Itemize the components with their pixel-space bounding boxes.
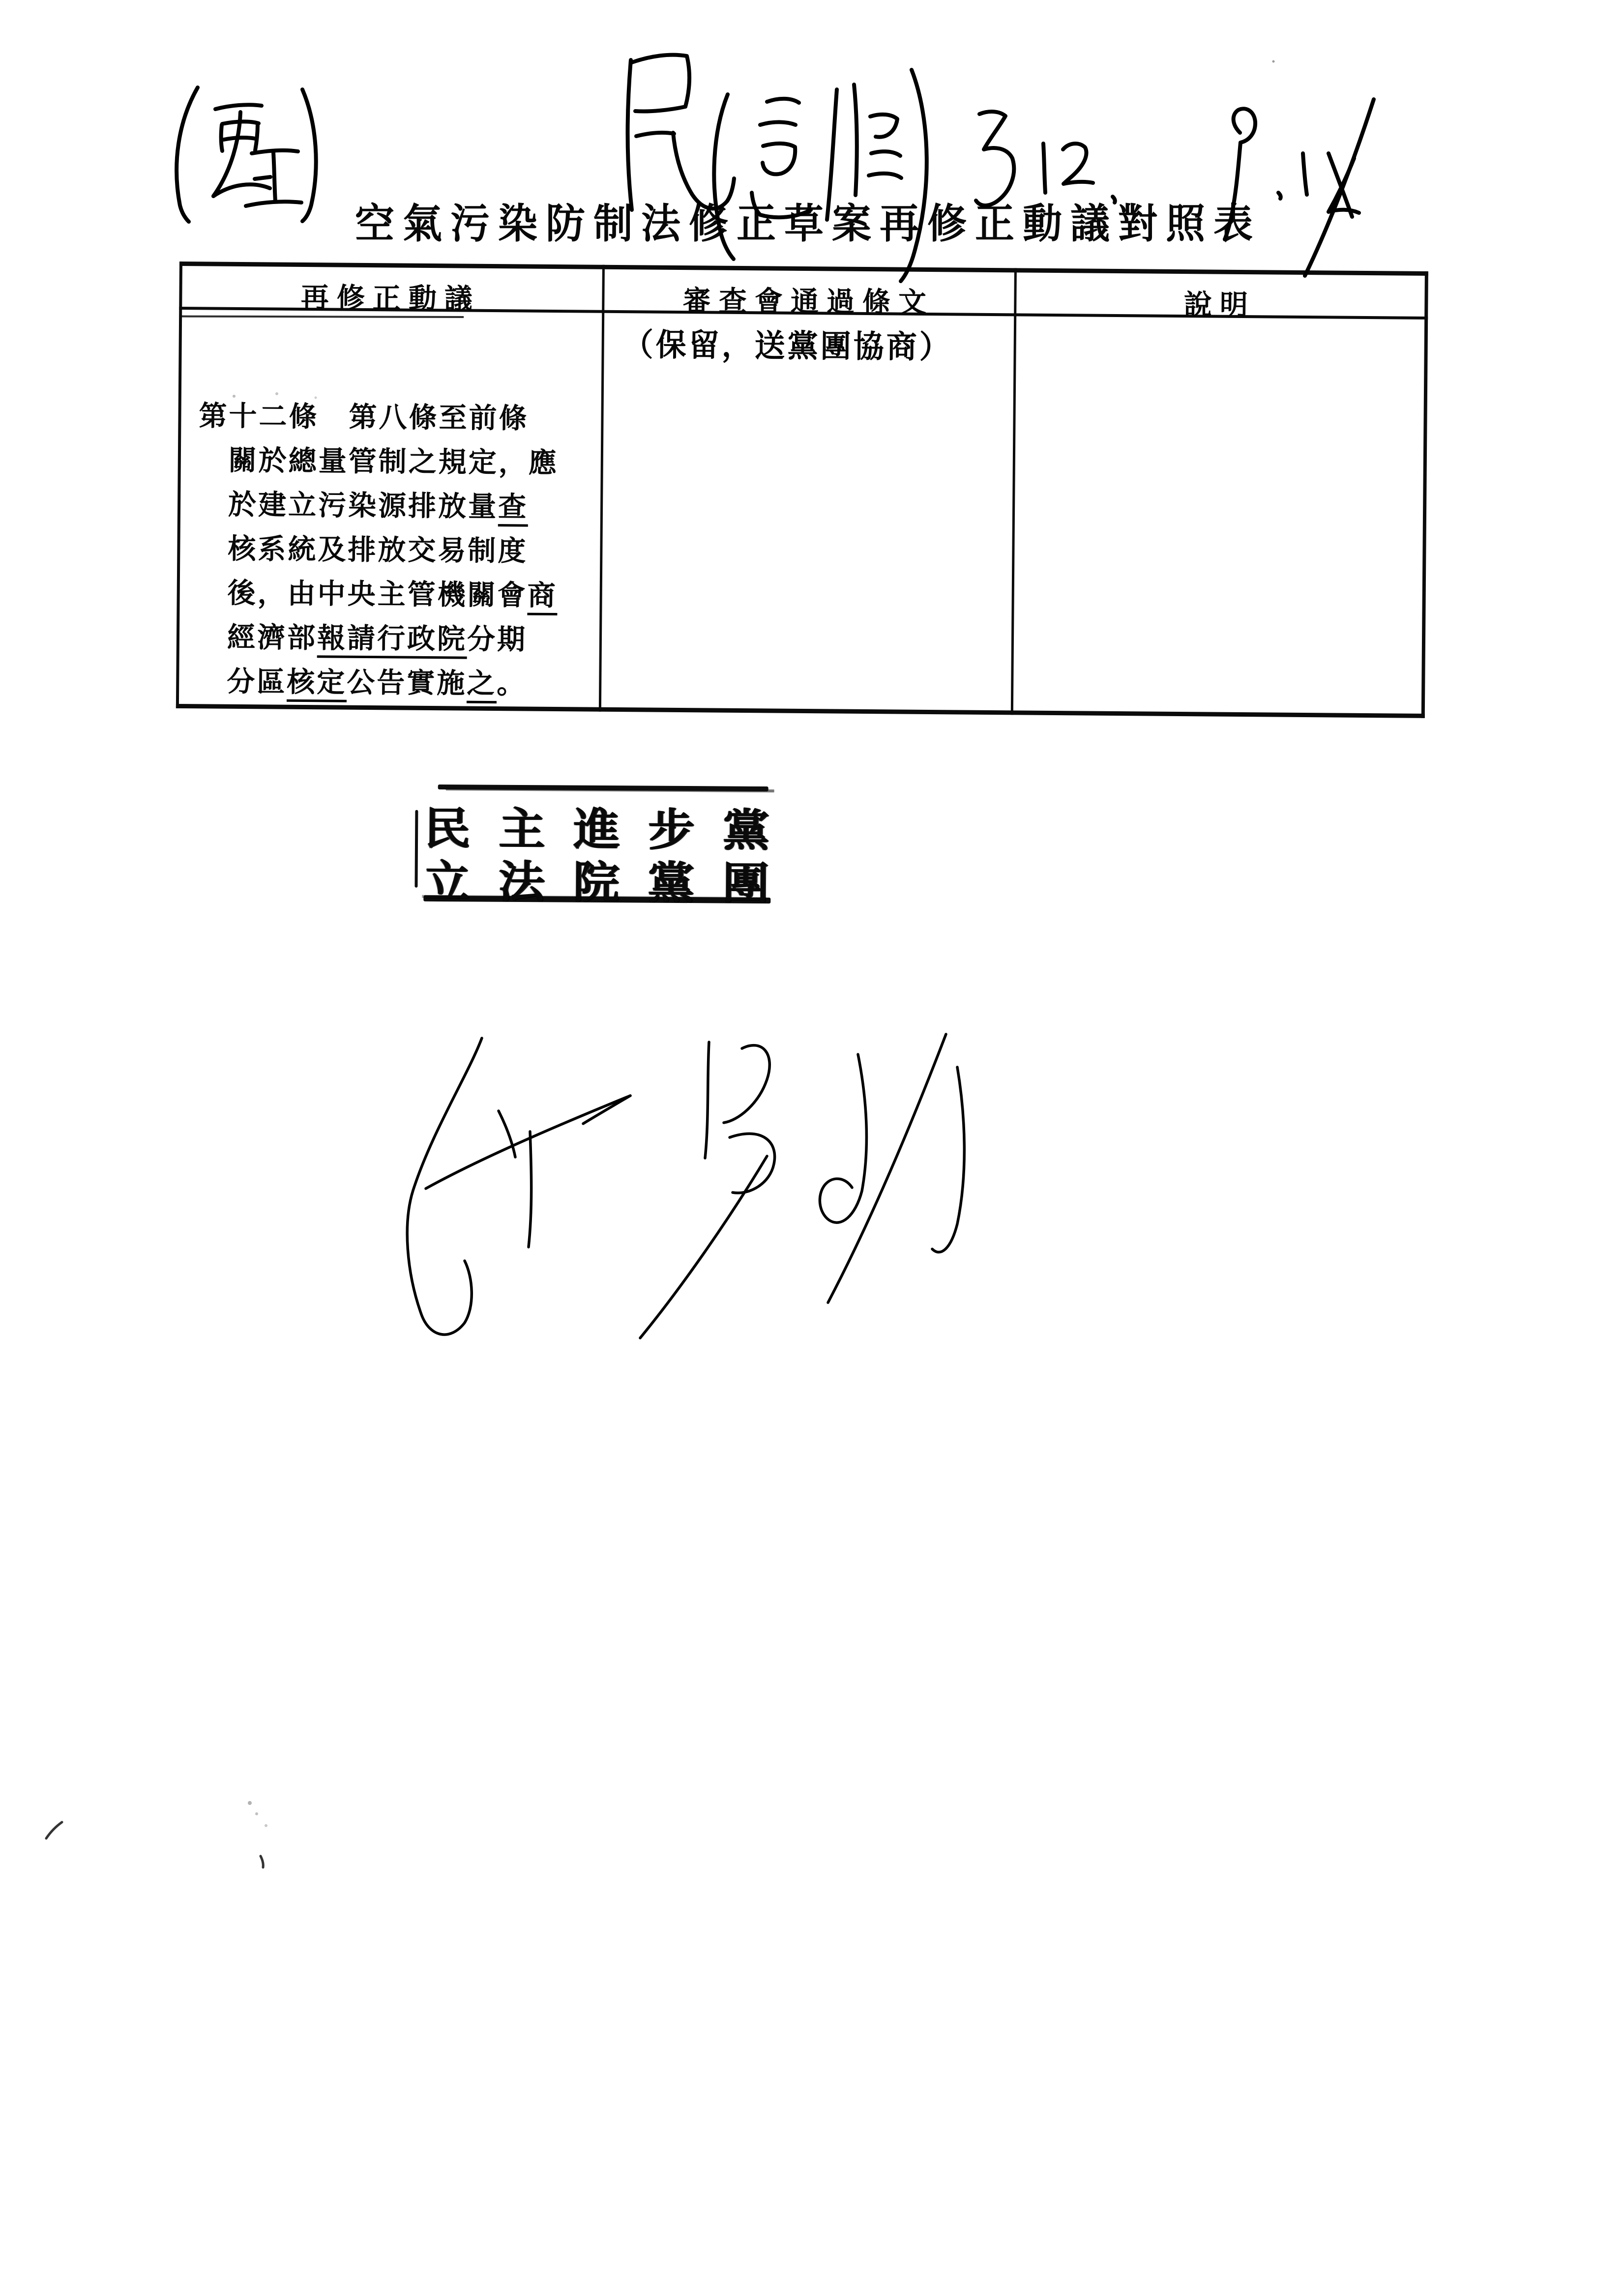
plain-text: 經濟部 xyxy=(227,622,318,654)
plain-text: 關於總量管制之規定，應 xyxy=(228,445,559,479)
plain-text xyxy=(319,402,349,433)
document-title: 空氣污染防制法修正草案再修正動議對照表 xyxy=(355,202,1261,247)
plain-text: 分區 xyxy=(227,666,287,698)
motion-line xyxy=(198,527,587,574)
motion-text xyxy=(197,394,588,707)
plain-text: 分期 xyxy=(467,624,528,656)
header-cell-explanation: 說明 xyxy=(1183,290,1256,321)
table-column-separator-1 xyxy=(599,265,605,712)
plain-text: 第十二條 xyxy=(199,401,319,433)
table-column-separator-2 xyxy=(1011,268,1017,715)
plain-text: 後，由中央主管機關會 xyxy=(227,578,528,611)
handwriting-correction-note xyxy=(177,87,316,222)
underlined-text: 查 xyxy=(498,492,529,526)
motion-line xyxy=(199,394,588,441)
underlined-text: 報請行政院 xyxy=(317,623,468,659)
table-border-left xyxy=(176,262,182,708)
table-border-right xyxy=(1421,271,1428,718)
header-cell-committee: 審查會通過條文 xyxy=(682,286,935,319)
plain-text: 第八條至前條 xyxy=(349,402,529,435)
signature xyxy=(407,1034,964,1338)
motion-line xyxy=(198,483,587,530)
stamp-border-top xyxy=(438,785,768,791)
stamp-text-line1: 民主進步黨 xyxy=(423,804,798,856)
party-caucus-stamp xyxy=(420,785,798,909)
plain-text: 。 xyxy=(497,668,527,700)
motion-line xyxy=(197,660,586,707)
table-border-top xyxy=(179,262,1428,276)
explanation-cell xyxy=(1017,327,1418,708)
motion-line xyxy=(197,571,586,618)
motion-line xyxy=(197,615,586,663)
plain-text: 核系統及排放交易制度 xyxy=(228,533,528,567)
stamp-border-left xyxy=(414,810,418,888)
underlined-text: 商 xyxy=(527,581,558,615)
comparison-table xyxy=(176,262,1428,720)
plain-text: 公告實施 xyxy=(347,667,467,699)
stamp-text-line2: 立法院黨團 xyxy=(423,857,797,909)
header-cell-motion: 再修正動議 xyxy=(300,282,481,315)
committee-note-cell: （保留，送黨團協商） xyxy=(622,328,952,365)
underlined-text: 核定 xyxy=(287,667,347,702)
motion-line xyxy=(198,438,587,486)
plain-text: 於建立污染源排放量 xyxy=(228,489,499,523)
underlined-text: 之 xyxy=(467,668,497,703)
